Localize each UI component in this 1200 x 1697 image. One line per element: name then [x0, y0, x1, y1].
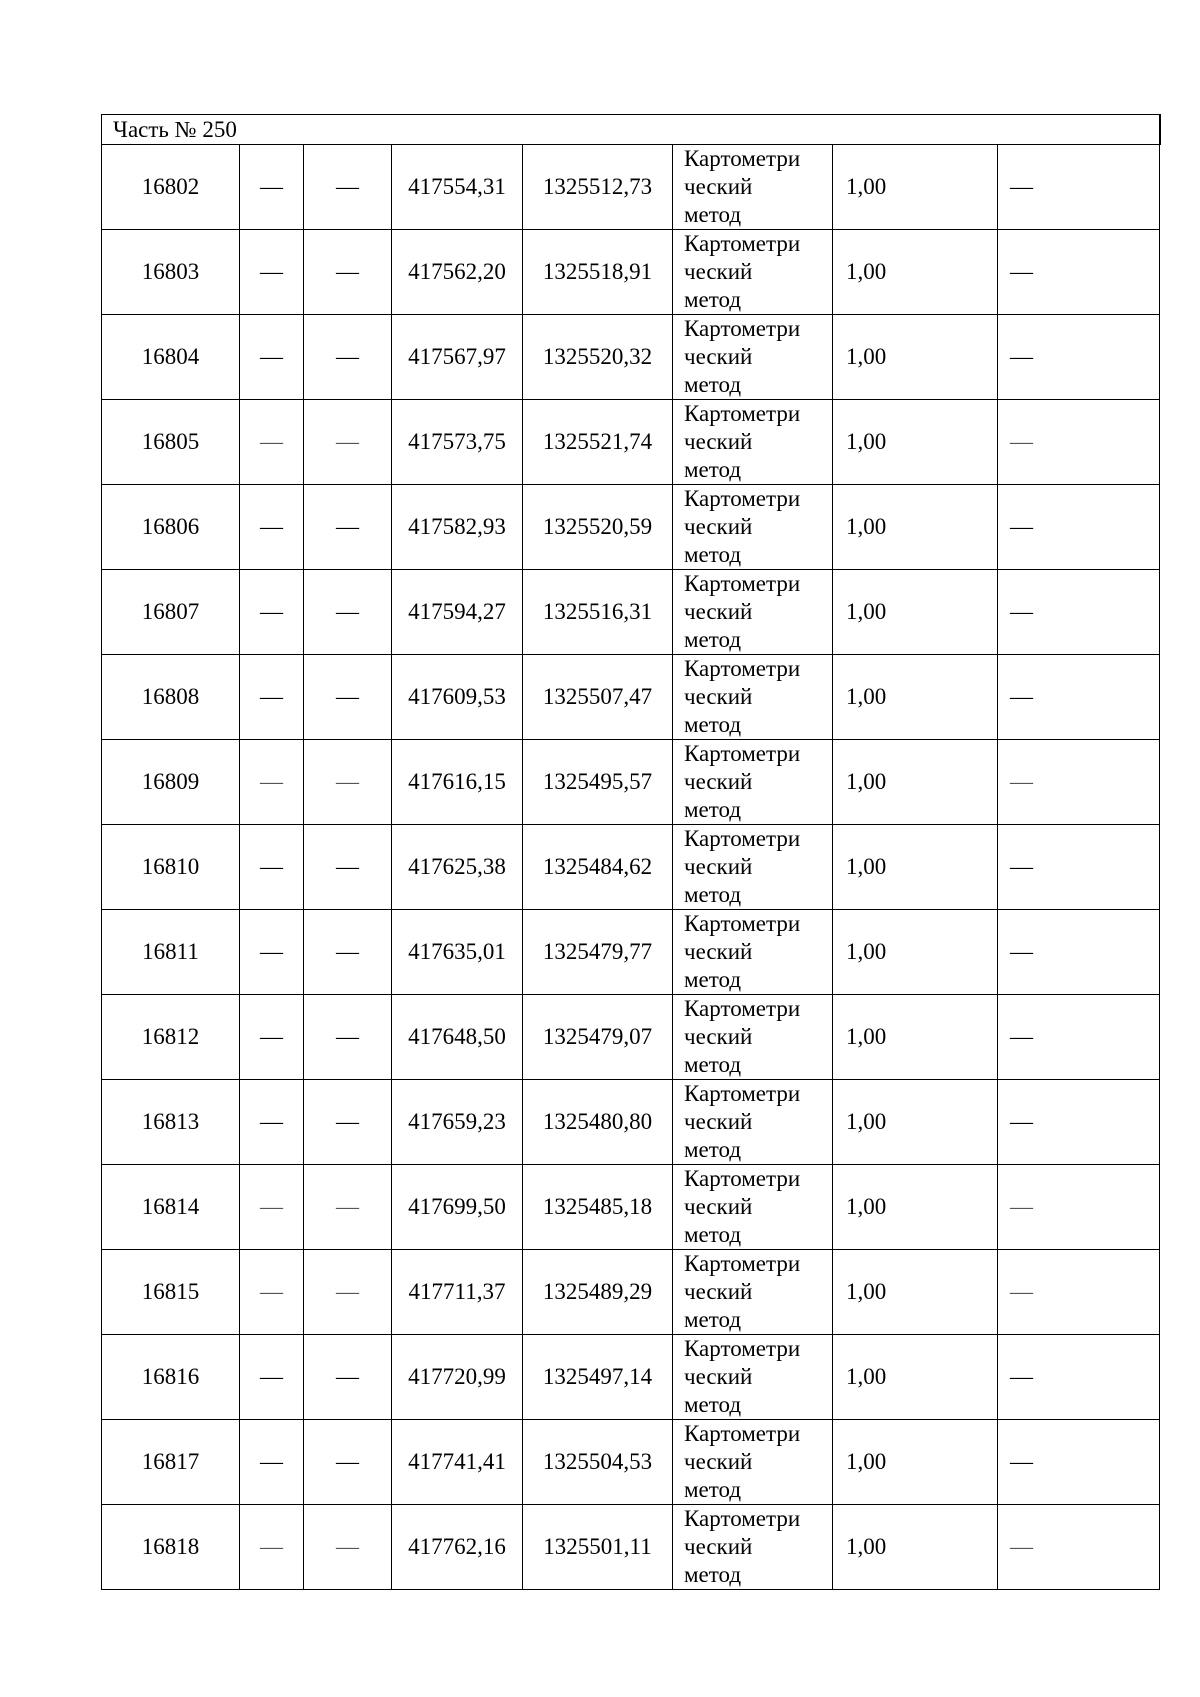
accuracy-cell: 1,00 [833, 995, 998, 1080]
method-cell: Картометри ческий метод [673, 400, 833, 485]
y-coordinate-cell: 1325507,47 [523, 655, 673, 740]
table-row [102, 740, 1160, 825]
table-row [102, 1335, 1160, 1420]
method-cell: Картометри ческий метод [673, 485, 833, 570]
dash-cell: — [240, 655, 304, 740]
dash-cell: — [240, 910, 304, 995]
accuracy-cell: 1,00 [833, 145, 998, 230]
method-cell: Картометри ческий метод [673, 655, 833, 740]
dash-cell: — [304, 655, 392, 740]
accuracy-cell: 1,00 [833, 910, 998, 995]
dash-cell: — [304, 1505, 392, 1590]
accuracy-cell: 1,00 [833, 1335, 998, 1420]
dash-cell: — [304, 740, 392, 825]
dash-cell: — [998, 910, 1160, 995]
y-coordinate-cell: 1325516,31 [523, 570, 673, 655]
table-row [102, 995, 1160, 1080]
table-body [102, 115, 1160, 1590]
x-coordinate-cell: 417582,93 [392, 485, 523, 570]
dash-cell: — [240, 1420, 304, 1505]
point-number-cell: 16818 [102, 1505, 240, 1590]
x-coordinate-cell: 417635,01 [392, 910, 523, 995]
accuracy-cell: 1,00 [833, 740, 998, 825]
x-coordinate-cell: 417554,31 [392, 145, 523, 230]
dash-cell: — [304, 910, 392, 995]
dash-cell: — [240, 400, 304, 485]
dash-cell: — [998, 485, 1160, 570]
dash-cell: — [304, 1165, 392, 1250]
method-cell: Картометри ческий метод [673, 740, 833, 825]
point-number-cell: 16808 [102, 655, 240, 740]
point-number-cell: 16804 [102, 315, 240, 400]
point-number-cell: 16810 [102, 825, 240, 910]
method-cell: Картометри ческий метод [673, 1165, 833, 1250]
dash-cell: — [304, 1335, 392, 1420]
table-row [102, 570, 1160, 655]
method-cell: Картометри ческий метод [673, 995, 833, 1080]
dash-cell: — [998, 1420, 1160, 1505]
dash-cell: — [304, 1250, 392, 1335]
y-coordinate-cell: 1325520,59 [523, 485, 673, 570]
y-coordinate-cell: 1325495,57 [523, 740, 673, 825]
y-coordinate-cell: 1325485,18 [523, 1165, 673, 1250]
dash-cell: — [240, 145, 304, 230]
dash-cell: — [304, 145, 392, 230]
accuracy-cell: 1,00 [833, 1165, 998, 1250]
x-coordinate-cell: 417567,97 [392, 315, 523, 400]
dash-cell: — [998, 1080, 1160, 1165]
dash-cell: — [304, 400, 392, 485]
x-coordinate-cell: 417762,16 [392, 1505, 523, 1590]
accuracy-cell: 1,00 [833, 485, 998, 570]
table-row [102, 1250, 1160, 1335]
y-coordinate-cell: 1325480,80 [523, 1080, 673, 1165]
dash-cell: — [998, 1250, 1160, 1335]
dash-cell: — [304, 315, 392, 400]
x-coordinate-cell: 417741,41 [392, 1420, 523, 1505]
y-coordinate-cell: 1325497,14 [523, 1335, 673, 1420]
y-coordinate-cell: 1325501,11 [523, 1505, 673, 1590]
table-row [102, 1505, 1160, 1590]
table-row [102, 910, 1160, 995]
dash-cell: — [998, 1165, 1160, 1250]
y-coordinate-cell: 1325479,07 [523, 995, 673, 1080]
point-number-cell: 16817 [102, 1420, 240, 1505]
y-coordinate-cell: 1325520,32 [523, 315, 673, 400]
method-cell: Картометри ческий метод [673, 145, 833, 230]
dash-cell: — [998, 825, 1160, 910]
x-coordinate-cell: 417648,50 [392, 995, 523, 1080]
y-coordinate-cell: 1325489,29 [523, 1250, 673, 1335]
dash-cell: — [240, 230, 304, 315]
x-coordinate-cell: 417699,50 [392, 1165, 523, 1250]
x-coordinate-cell: 417625,38 [392, 825, 523, 910]
accuracy-cell: 1,00 [833, 1080, 998, 1165]
accuracy-cell: 1,00 [833, 1505, 998, 1590]
point-number-cell: 16807 [102, 570, 240, 655]
method-cell: Картометри ческий метод [673, 910, 833, 995]
dash-cell: — [998, 400, 1160, 485]
table-row [102, 145, 1160, 230]
y-coordinate-cell: 1325484,62 [523, 825, 673, 910]
accuracy-cell: 1,00 [833, 230, 998, 315]
part-header-row [102, 115, 1160, 145]
dash-cell: — [240, 1080, 304, 1165]
y-coordinate-cell: 1325518,91 [523, 230, 673, 315]
dash-cell: — [304, 1080, 392, 1165]
point-number-cell: 16806 [102, 485, 240, 570]
x-coordinate-cell: 417609,53 [392, 655, 523, 740]
x-coordinate-cell: 417594,27 [392, 570, 523, 655]
dash-cell: — [240, 485, 304, 570]
method-cell: Картометри ческий метод [673, 825, 833, 910]
x-coordinate-cell: 417573,75 [392, 400, 523, 485]
accuracy-cell: 1,00 [833, 825, 998, 910]
y-coordinate-cell: 1325512,73 [523, 145, 673, 230]
x-coordinate-cell: 417711,37 [392, 1250, 523, 1335]
accuracy-cell: 1,00 [833, 570, 998, 655]
dash-cell: — [240, 1165, 304, 1250]
dash-cell: — [998, 655, 1160, 740]
point-number-cell: 16812 [102, 995, 240, 1080]
part-label: Часть № 250 [102, 115, 1160, 145]
dash-cell: — [240, 995, 304, 1080]
point-number-cell: 16811 [102, 910, 240, 995]
table-row [102, 825, 1160, 910]
y-coordinate-cell: 1325479,77 [523, 910, 673, 995]
method-cell: Картометри ческий метод [673, 1335, 833, 1420]
table-row [102, 655, 1160, 740]
dash-cell: — [998, 1335, 1160, 1420]
x-coordinate-cell: 417720,99 [392, 1335, 523, 1420]
dash-cell: — [998, 1505, 1160, 1590]
x-coordinate-cell: 417659,23 [392, 1080, 523, 1165]
dash-cell: — [304, 1420, 392, 1505]
point-number-cell: 16814 [102, 1165, 240, 1250]
point-number-cell: 16816 [102, 1335, 240, 1420]
method-cell: Картометри ческий метод [673, 315, 833, 400]
dash-cell: — [240, 740, 304, 825]
method-cell: Картометри ческий метод [673, 570, 833, 655]
dash-cell: — [304, 995, 392, 1080]
table-row [102, 1165, 1160, 1250]
accuracy-cell: 1,00 [833, 1420, 998, 1505]
point-number-cell: 16805 [102, 400, 240, 485]
point-number-cell: 16803 [102, 230, 240, 315]
dash-cell: — [998, 570, 1160, 655]
dash-cell: — [240, 315, 304, 400]
table-row [102, 315, 1160, 400]
y-coordinate-cell: 1325504,53 [523, 1420, 673, 1505]
dash-cell: — [240, 1250, 304, 1335]
dash-cell: — [998, 315, 1160, 400]
dash-cell: — [304, 485, 392, 570]
coordinates-table [101, 114, 1161, 1590]
dash-cell: — [998, 740, 1160, 825]
point-number-cell: 16815 [102, 1250, 240, 1335]
table-row [102, 1420, 1160, 1505]
dash-cell: — [304, 570, 392, 655]
method-cell: Картометри ческий метод [673, 1420, 833, 1505]
table-row [102, 230, 1160, 315]
accuracy-cell: 1,00 [833, 1250, 998, 1335]
dash-cell: — [998, 230, 1160, 315]
method-cell: Картометри ческий метод [673, 1250, 833, 1335]
dash-cell: — [998, 995, 1160, 1080]
accuracy-cell: 1,00 [833, 315, 998, 400]
dash-cell: — [304, 825, 392, 910]
dash-cell: — [240, 570, 304, 655]
y-coordinate-cell: 1325521,74 [523, 400, 673, 485]
x-coordinate-cell: 417616,15 [392, 740, 523, 825]
method-cell: Картометри ческий метод [673, 230, 833, 315]
method-cell: Картометри ческий метод [673, 1080, 833, 1165]
dash-cell: — [240, 825, 304, 910]
dash-cell: — [304, 230, 392, 315]
table-row [102, 400, 1160, 485]
accuracy-cell: 1,00 [833, 400, 998, 485]
dash-cell: — [240, 1505, 304, 1590]
point-number-cell: 16809 [102, 740, 240, 825]
point-number-cell: 16813 [102, 1080, 240, 1165]
x-coordinate-cell: 417562,20 [392, 230, 523, 315]
point-number-cell: 16802 [102, 145, 240, 230]
accuracy-cell: 1,00 [833, 655, 998, 740]
method-cell: Картометри ческий метод [673, 1505, 833, 1590]
table-row [102, 485, 1160, 570]
dash-cell: — [240, 1335, 304, 1420]
table-row [102, 1080, 1160, 1165]
dash-cell: — [998, 145, 1160, 230]
